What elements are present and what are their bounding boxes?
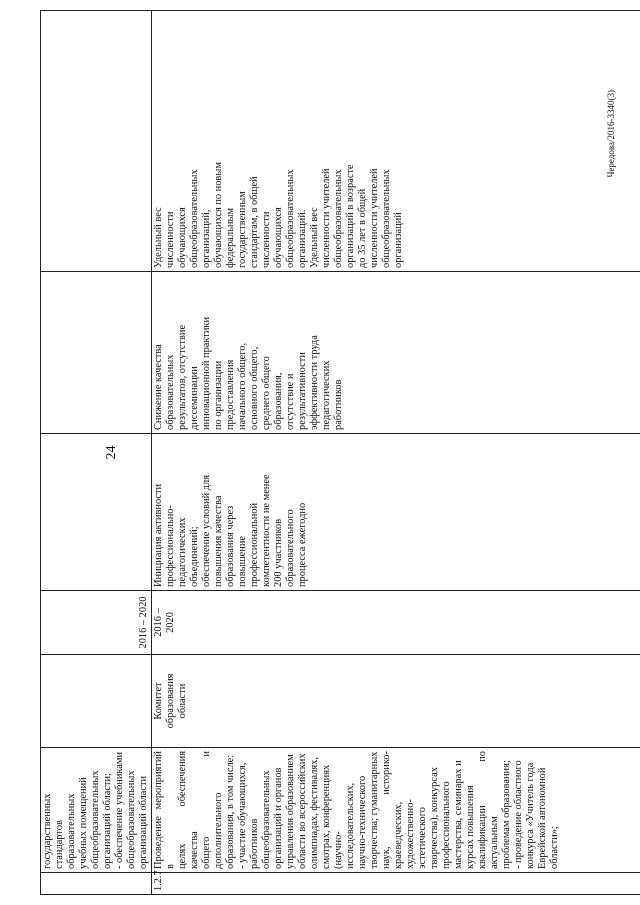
measure-line: области»;: [549, 826, 560, 869]
measure-line: профессионального: [441, 781, 452, 869]
risk-line: инновационной практики: [201, 316, 212, 430]
cell-number: 1.2.7: [152, 873, 640, 895]
goal-line: образования через: [225, 505, 236, 587]
indicator-line: стандартам, в общей: [249, 176, 260, 268]
risk-line: образования,: [273, 372, 284, 430]
risk-line: основного общего,: [249, 346, 260, 430]
indicator-line: численности учителей: [369, 168, 380, 268]
cell-responsible: [152, 655, 640, 748]
goal-line: объединений;: [189, 526, 200, 587]
indicator-line: организаций в возрасте: [345, 164, 356, 268]
measure-line: общего и дополнительного: [201, 751, 224, 869]
risk-line: образовательных: [165, 354, 176, 430]
indicator-line: обучающихся по новым: [213, 162, 224, 268]
goal-line: профессионально-: [165, 505, 176, 587]
cell-risks: [41, 272, 152, 434]
measure-line: организаций области;: [102, 772, 113, 869]
measure-line: работников: [249, 818, 260, 869]
indicator-line: Удельный вес: [309, 207, 320, 268]
indicator-line: федеральным: [225, 207, 236, 268]
risk-line: результативности: [297, 352, 308, 430]
risk-line: начального общего,: [237, 342, 248, 430]
risk-line: Снижение качества: [153, 344, 164, 430]
indicator-line: до 35 лет в общей: [357, 188, 368, 268]
indicator-line: общеобразовательных: [189, 169, 200, 268]
measure-line: олимпиадах, фестивалях,: [309, 757, 320, 869]
measure-line: наук, историко-краеведческих,: [381, 751, 404, 869]
measure-line: - участие обучающихся,: [237, 762, 248, 869]
cell-measures: [41, 748, 152, 873]
indicator-line: организаций.: [297, 209, 308, 268]
risk-line: диссеминации: [189, 366, 200, 430]
indicator-line: организаций,: [201, 209, 212, 268]
measure-line: мастерства, семинарах и: [453, 760, 464, 869]
measure-line: управления образованием: [285, 754, 296, 869]
measure-line: Проведение мероприятий в: [153, 751, 176, 869]
risk-line: работников: [333, 379, 344, 430]
measure-line: общеобразовательных: [126, 770, 137, 869]
goal-line: 200 участников: [273, 518, 284, 587]
measure-line: образования, в том числе:: [225, 754, 236, 869]
years-line: 2020: [165, 612, 176, 633]
goal-line: компетентности не менее: [261, 474, 272, 587]
measure-line: творчества), конкурсах: [429, 767, 440, 869]
measure-line: государственных: [42, 793, 53, 869]
measure-line: квалификации по актуальным: [477, 751, 500, 869]
indicator-line: общеобразовательных: [381, 169, 392, 268]
goal-line: Инициация активности: [153, 483, 164, 587]
measure-line: - обеспечение учебниками: [114, 751, 125, 869]
measure-line: стандартов: [54, 820, 65, 869]
measure-line: образовательных: [66, 793, 77, 869]
cell-measures: [152, 748, 640, 873]
risk-line: предоставления: [225, 359, 236, 430]
indicator-line: государственным: [237, 191, 248, 268]
risk-line: педагогических: [321, 360, 332, 430]
measure-line: проблемам образования;: [501, 760, 512, 869]
indicator-line: Удельный вес: [153, 207, 164, 268]
cell-number: [41, 873, 152, 895]
measure-line: (научно-исследовательских,: [333, 782, 356, 869]
indicator-line: общеобразовательных: [285, 169, 296, 268]
goal-line: повышение: [237, 536, 248, 587]
cell-responsible: [41, 655, 152, 748]
measure-line: конкурса «Учитель года: [525, 762, 536, 869]
measure-line: научно-технического: [357, 775, 368, 869]
cell-goals: [41, 434, 152, 591]
measure-line: художественно-эстетического: [405, 799, 428, 869]
page-number: 24: [104, 445, 119, 460]
cell-years: 2016 – 2020: [41, 591, 152, 655]
measure-line: организаций и органов: [273, 767, 284, 869]
indicator-line: численности: [261, 211, 272, 268]
cell-risks: [152, 272, 640, 434]
cell-years: [152, 591, 640, 655]
risk-line: результатов, отсутствие: [177, 324, 188, 430]
indicator-line: обучающихся: [177, 207, 188, 268]
measure-line: учебных помещений: [78, 777, 89, 869]
goal-line: повышения качества: [213, 495, 224, 587]
responsible-line: образования области: [165, 673, 188, 729]
measure-line: творчества; гуманитарных: [369, 751, 380, 869]
goal-line: образовательного: [285, 509, 296, 587]
table-row: [41, 11, 152, 895]
indicator-line: численности: [165, 211, 176, 268]
goal-line: обеспечение условий для: [201, 475, 212, 587]
measure-line: области во всероссийских: [297, 753, 308, 869]
risk-line: среднего общего: [261, 356, 272, 430]
risk-line: отсутствие и: [285, 373, 296, 430]
indicator-line: общеобразовательных: [333, 169, 344, 268]
measure-line: курсах повышения: [465, 785, 476, 869]
indicator-line: организаций: [393, 212, 404, 268]
measure-line: Еврейской автономной: [537, 767, 548, 869]
measure-line: организаций области: [138, 775, 149, 869]
responsible-line: Комитет: [153, 682, 164, 720]
years-line: 2016 –: [153, 608, 164, 637]
measure-line: целях обеспечения качества: [177, 751, 200, 869]
risk-line: по организации: [213, 360, 224, 430]
footer-code: Чередова/2016-3340(3): [606, 90, 616, 178]
goal-line: процесса ежегодно: [297, 502, 308, 587]
measure-line: смотрах, конференциях: [321, 764, 332, 869]
risk-line: эффективности труда: [309, 335, 320, 430]
measure-line: общеобразовательных: [90, 770, 101, 869]
cell-goals: [152, 434, 640, 591]
goal-line: профессиональной: [249, 502, 260, 587]
goal-line: педагогических: [177, 517, 188, 587]
cell-indicators: [152, 11, 640, 272]
measure-line: общеобразовательных: [261, 770, 272, 869]
cell-indicators: [41, 11, 152, 272]
table-row: [152, 11, 640, 895]
indicator-line: обучающихся: [273, 207, 284, 268]
program-table: [40, 10, 640, 895]
indicator-line: численности учителей: [321, 168, 332, 268]
measure-line: - проведение областного: [513, 760, 524, 869]
